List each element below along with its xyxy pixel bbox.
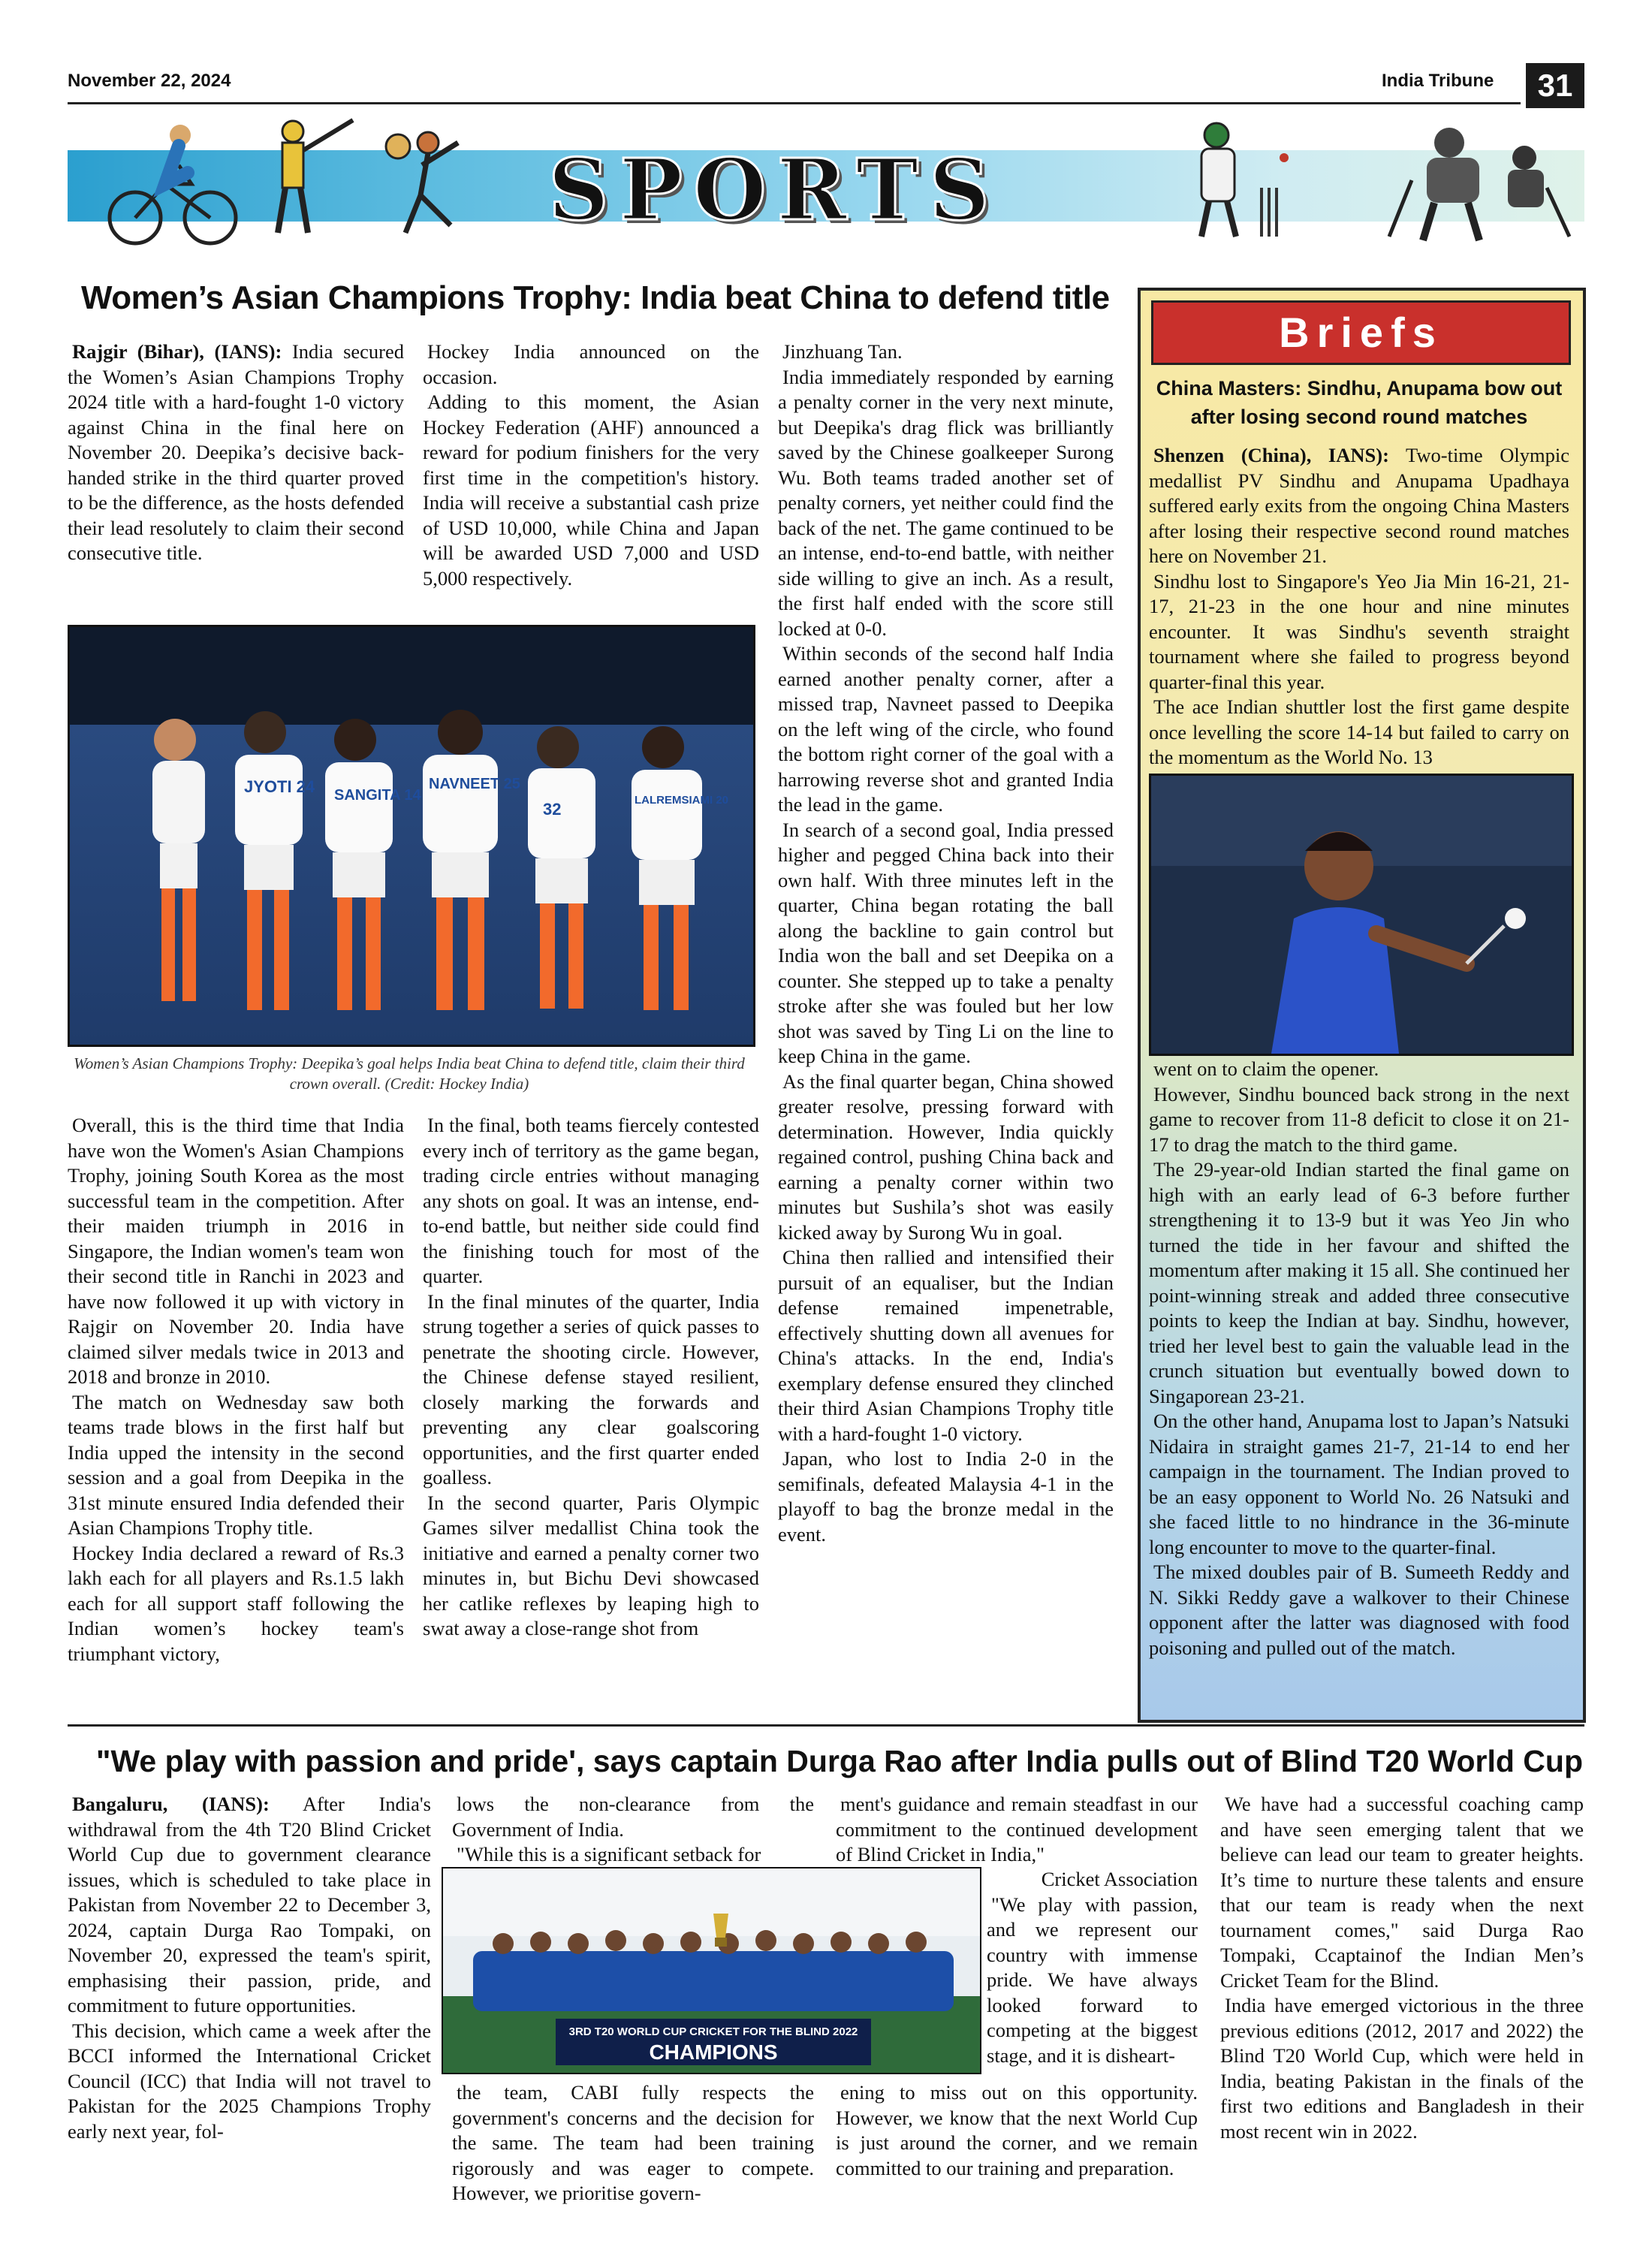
article2-dateline: Bangaluru, (IANS): xyxy=(72,1793,270,1815)
volleyball-player-icon xyxy=(386,132,458,233)
article1-paragraph: Jinzhuang Tan. xyxy=(782,340,903,363)
sindhu-photo xyxy=(1149,774,1574,1056)
article1-paragraph: In search of a second goal, India pressed higher and pegged China back into their own half. With three minutes left in the quarter, China began rotating the ball along the backline to gain control but India won the ball and set Deepika on a counter. She stepped up to take a penalty stroke after she was fouled but her low shot was saved by Ting Li on the line to keep China in the game. xyxy=(778,818,1114,1067)
athletes-illustration-right xyxy=(1171,113,1577,248)
article1-col3 xyxy=(778,339,1114,1547)
article1-paragraph: Adding to this moment, the Asian Hockey Federation (AHF) announced a reward for podium finishers for the very first time in the competition's history. India will receive a substantial cash prize of USD 10,000, while China and Japan will be awarded USD 7,000 and USD 5,000 respectively. xyxy=(423,391,759,590)
article1-paragraph: The match on Wednesday saw both teams trade blows in the first half but India upped the intensity in the second session and a goal from Deepika in the 31st minute ensured India defended their Asian Champions Trophy title. xyxy=(68,1390,404,1539)
brief-paragraph: went on to claim the opener. xyxy=(1153,1057,1379,1080)
jersey-label: JYOTI 24 xyxy=(244,777,315,796)
article1-paragraph: In the final, both teams fiercely contested every inch of territory as the game began, trading circle entries without managing any shots on goal. It was an intense, end-to-end battle, but neither side could find the finishing touch for most of the quarter. xyxy=(423,1114,759,1287)
article1-paragraph: Overall, this is the third time that India have won the Women's Asian Champions Trophy, joining South Korea as the most successful team in the competition. After their maiden triumph in 2016 in Singapore, the Indian women's team won their second title in Ranchi in 2023 and have now followed it up with victory in Rajgir on November 20. India have claimed silver medals twice in 2013 and 2018 and bronze in 2010. xyxy=(68,1114,404,1388)
article1-paragraph: Hockey India declared a reward of Rs.3 lakh each for all players and Rs.1.5 lakh each for all support staff following the Indian women’s hockey team's triumphant victory, xyxy=(68,1541,404,1665)
article1-paragraph: India secured the Women’s Asian Champions Trophy 2024 title with a hard-fought 1-0 victory against China in the final here on November 20. Deepika’s decisive back-handed strike in the third quarter proved to be the difference, as the hosts defended their lead resolutely to claim their second consecutive title. xyxy=(68,340,405,564)
article1-paragraph: Within seconds of the second half India earned another penalty corner, after a missed trap, Navneet passed to Deepika on the left wing of the circle, who found the bottom right corner of the goal with a harrowing reverse shot and granted India the lead in the game. xyxy=(778,642,1114,816)
cyclist-icon xyxy=(110,125,236,243)
article2-paragraph: We have had a successful coaching camp and have seen emerging talent that we believe can lead our team to greater heights. It’s time to nurture these talents and ensure that our team is ready when the next tournament comes," said Durga Rao Tompaki, Ccaptainof the Indian Men’s Cricket Team for the Blind. xyxy=(1220,1793,1584,1992)
article2-paragraph: the team, CABI fully respects the government's concerns and the decision for the same. The team had been training rigorously and was eager to compete. However, we prioritise govern- xyxy=(452,2081,814,2204)
article1-headline: Women’s Asian Champions Trophy: India beat China to defend title xyxy=(81,279,1110,316)
brief-paragraph: On the other hand, Anupama lost to Japan’s Natsuki Nidaira in straight games 21-7, 21-14 to end her campaign in the tournament. The Indian proved to be an easy opponent to World No. 26 Natsuki and she faced little to no hindrance in the 36-minute long encounter to move to the quarter-final. xyxy=(1149,1410,1569,1558)
brief-body-bottom xyxy=(1149,1057,1569,1660)
brief-paragraph: The mixed doubles pair of B. Sumeeth Reddy and N. Sikki Reddy gave a walkover to their Chinese opponent after the latter was diagnosed with food poisoning and pulled out of the match. xyxy=(1149,1561,1569,1659)
blind-cricket-team-photo xyxy=(442,1867,981,2074)
article1-paragraph: India immediately responded by earning a penalty corner in the very next minute, but Deepika's drag flick was brilliantly saved by the Chinese goalkeeper Surong Wu. Both teams traded another set of penalty corners, yet neither could find the back of the net. The game continued to be an intense, end-to-end battle, with neither side willing to give an inch. As a result, the first half ended with the score still locked at 0-0. xyxy=(778,365,1114,640)
article1-col2-top xyxy=(423,339,759,591)
cricket-wicketkeeper-icon xyxy=(1201,123,1289,237)
brief-paragraph: The 29-year-old Indian started the final game on high with an early lead of 6-3 before further strengthening it to 13-9 but it was Yeo Jin who turned the tide in her favour and shifted the momentum after making it 15 all. She continued her point-winning streak and added three consecutive points to keep the Indian at bay. Sindhu, however, tried her level best to gain the valuable lead in the crunch situation but eventually bowed down to Singaporean 23-21. xyxy=(1149,1158,1569,1407)
hockey-team-photo xyxy=(68,625,755,1047)
brief-paragraph: Two-time Olympic medallist PV Sindhu and Anupama Upadhaya suffered early exits from the ongoing China Masters after losing their respective second round matches here on November 21. xyxy=(1149,444,1570,567)
article1-paragraph: As the final quarter began, China showed greater resolve, pressing forward with determination. However, India quickly regained control, pushing China back and earning a penalty corner within two minutes but Sushila’s shot was easily kicked away by Surong Wu in goal. xyxy=(778,1069,1114,1244)
article1-paragraph: China then rallied and intensified their pursuit of an equaliser, but the Indian defense remained impenetrable, effectively shutting down all avenues for China's attacks. In the end, India's exemplary defense ensured they clinched their third Asian Champions Trophy title with a hard-fought 1-0 victory. xyxy=(778,1246,1114,1445)
article1-paragraph: Japan, who lost to India 2-0 in the semifinals, defeated Malaysia 4-1 in the playoff to bag the bronze medal in the event. xyxy=(778,1447,1114,1546)
jersey-label: NAVNEET 25 xyxy=(429,776,520,792)
article2-paragraph: "We play with passion, and we represent our country with immense pride. We have always looked forward to competing at the biggest stage, and it is disheart- xyxy=(987,1893,1198,2067)
photo-banner-text: 3RD T20 WORLD CUP CRICKET FOR THE BLIND 2022 xyxy=(568,2025,858,2038)
article2-col3-bottom xyxy=(836,2080,1198,2181)
header-rule xyxy=(68,102,1521,104)
photo-caption: Women’s Asian Champions Trophy: Deepika’s goal helps India beat China to defend title, claim their third crown overall. (Credit: Hockey India) xyxy=(74,1054,745,1093)
issue-date: November 22, 2024 xyxy=(68,71,231,91)
jersey-label: 32 xyxy=(543,800,562,819)
article2-paragraph: After India's withdrawal from the 4th T20 Blind Cricket World Cup due to government clearance issues, which is scheduled to take place in Pakistan from November 22 to December 3, 2024, captain Durga Rao Tompaki, on November 20, expressed the team's spirit, emphasising their passion, pride, and commitment to future opportunities. xyxy=(68,1793,431,2016)
brief-paragraph: Sindhu lost to Singapore's Yeo Jia Min 16-21, 21-17, 21-23 in the one hour and nine minutes encounter. It was Sindhu's seventh straight tournament where she failed to progress beyond quarter-final this year. xyxy=(1149,569,1569,693)
cricket-batsman-icon xyxy=(278,120,353,233)
athletes-illustration-left xyxy=(90,113,511,248)
article1-paragraph: Hockey India announced on the occasion. xyxy=(423,340,759,388)
section-divider xyxy=(68,1724,1584,1727)
article2-col4 xyxy=(1220,1792,1584,2144)
publication-name: India Tribune xyxy=(1382,71,1494,91)
page-number: 31 xyxy=(1526,63,1584,108)
article2-paragraph: Cricket Association xyxy=(1041,1868,1198,1890)
article1-col2-bottom xyxy=(423,1113,759,1642)
article1-paragraph: In the final minutes of the quarter, India strung together a series of quick passes to penetrate the shooting circle. However, the Chinese defense stayed resilient, closely marking the forwards and preventing any clear goalscoring opportunities, and the first quarter ended goalless. xyxy=(423,1289,759,1488)
article2-col2-top xyxy=(452,1792,814,1868)
brief-body-top xyxy=(1149,443,1569,771)
article1-dateline: Rajgir (Bihar), (IANS): xyxy=(72,340,282,363)
briefs-title: Briefs xyxy=(1151,300,1571,365)
jersey-label: LALREMSIAMI 20 xyxy=(635,794,729,807)
article2-paragraph: ening to miss out on this opportunity. However, we know that the next World Cup is just around the corner, and we remain committed to our training and preparation. xyxy=(836,2081,1198,2179)
article1-paragraph: In the second quarter, Paris Olympic Games silver medallist China took the initiative and earned a penalty corner two minutes in, but Bichu Devi showcased her catlike reflexes by leaping high to swat away a close-range shot from xyxy=(423,1491,759,1639)
article2-col1 xyxy=(68,1792,431,2144)
article2-paragraph: This decision, which came a week after the BCCI informed the International Cricket Council (ICC) that India will not travel to Pakistan for the 2025 Champions Trophy early next year, fol- xyxy=(68,2019,431,2143)
jersey-label: SANGITA 14 xyxy=(334,787,421,804)
article2-paragraph: India have emerged victorious in the three previous editions (2012, 2017 and 2022) the Blind T20 World Cup, which were held in India, beating Pakistan in the finals of the first two editions and Bangladesh in their most recent win in 2022. xyxy=(1220,1994,1584,2143)
article2-col3-top xyxy=(836,1792,1198,1868)
brief-headline: China Masters: Sindhu, Anupama bow out after losing second round matches xyxy=(1156,377,1563,428)
trophy-icon xyxy=(713,1914,728,1947)
ice-hockey-players-icon xyxy=(1389,128,1569,240)
sports-section-title: SPORTS xyxy=(548,141,1000,240)
article1-col1-top xyxy=(68,339,404,566)
article2-paragraph: ment's guidance and remain steadfast in our commitment to the continued development of Blind Cricket in India," xyxy=(836,1793,1198,1865)
article2-headline: "We play with passion and pride', says captain Durga Rao after India pulls out of Blind T20 World Cup xyxy=(96,1744,1583,1778)
brief-dateline: Shenzen (China), IANS): xyxy=(1153,444,1389,466)
article2-paragraph: lows the non-clearance from the Government of India. xyxy=(452,1793,814,1841)
article2-col3-side xyxy=(987,1867,1198,2068)
article2-paragraph: "While this is a significant setback for xyxy=(457,1843,761,1865)
brief-paragraph: The ace Indian shuttler lost the first game despite once levelling the score 14-14 but failed to carry on the momentum as the World No. 13 xyxy=(1149,695,1569,768)
article1-col1-bottom xyxy=(68,1113,404,1666)
article2-col2-bottom xyxy=(452,2080,814,2206)
brief-paragraph: However, Sindhu bounced back strong in the next game to recover from 11-8 deficit to close it on 21-17 to drag the match to the third game. xyxy=(1149,1082,1569,1156)
photo-champions-text: CHAMPIONS xyxy=(649,2040,778,2064)
